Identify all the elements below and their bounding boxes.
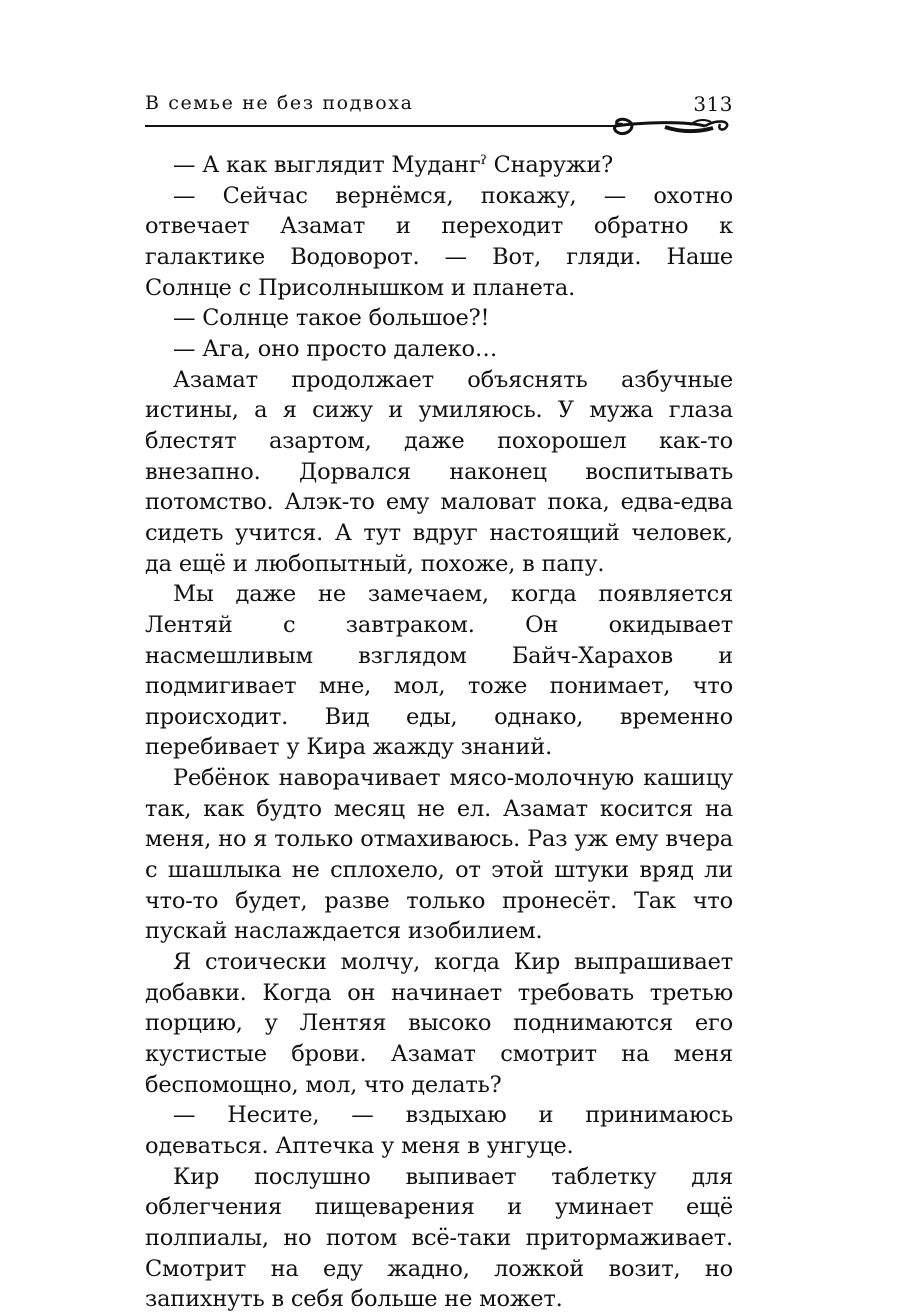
paragraph: Азамат продолжает объяснять азбучные истины, а я сижу и умиляюсь. У мужа глаза блестят азартом, даже похорошел как-то внезапно. Дорвался наконец воспитывать потомство. Алэк-то ему маловат пока, едва-едва сидеть учится. А тут вдруг настоящий человек, да ещё и любопытный, похоже, в папу. bbox=[145, 366, 733, 577]
paragraph: — А как выглядит Мудангˀ Снаружи? bbox=[173, 152, 614, 178]
scroll-flourish-icon bbox=[615, 119, 728, 133]
header-rule-ornament bbox=[145, 117, 735, 141]
running-head bbox=[145, 92, 733, 120]
paragraph: — Солнце такое большое?! bbox=[173, 305, 490, 332]
paragraph: Ребёнок наворачивает мясо-молочную кашицу так, как будто месяц не ел. Азамат косится на меня, но я только отмахиваюсь. Раз уж ему вчера с шашлыка не сплохело, от этой штуки вряд ли что-то будет, разве только пронесёт. Так что пускай наслаждается изобилием. bbox=[145, 765, 733, 945]
paragraph: Кир послушно выпивает таблетку для облегчения пищеварения и уминает ещё полпиалы, но потом всё-таки притормаживает. Смотрит на еду жадно, ложкой возит, но запихнуть в себя больше не может. bbox=[145, 1163, 733, 1313]
running-title: В семье не без подвоха bbox=[145, 92, 414, 114]
paragraph: — Ага, оно просто далеко… bbox=[173, 335, 498, 362]
page-number: 313 bbox=[693, 92, 733, 116]
paragraph: Мы даже не замечаем, когда появляется Лентяй с завтраком. Он окидывает насмешливым взглядом Байч-Харахов и подмигивает мне, мол, тоже понимает, что происходит. Вид еды, однако, временно перебивает у Кира жажду знаний. bbox=[145, 581, 733, 761]
paragraph: Я стоически молчу, когда Кир выпрашивает добавки. Когда он начинает требовать третью порцию, у Лентяя высоко поднимаются его кустистые брови. Азамат смотрит на меня беспомощно, мол, что делать? bbox=[145, 949, 733, 1098]
body-text bbox=[145, 150, 733, 1315]
paragraph: — Несите, — вздыхаю и принимаюсь одеваться. Аптечка у меня в унгуце. bbox=[145, 1102, 733, 1159]
paragraph: — Сейчас вернёмся, покажу, — охотно отвечает Азамат и переходит обратно к галактике Водоворот. — Вот, гляди. Наше Солнце с Присолнышком и планета. bbox=[145, 182, 733, 301]
